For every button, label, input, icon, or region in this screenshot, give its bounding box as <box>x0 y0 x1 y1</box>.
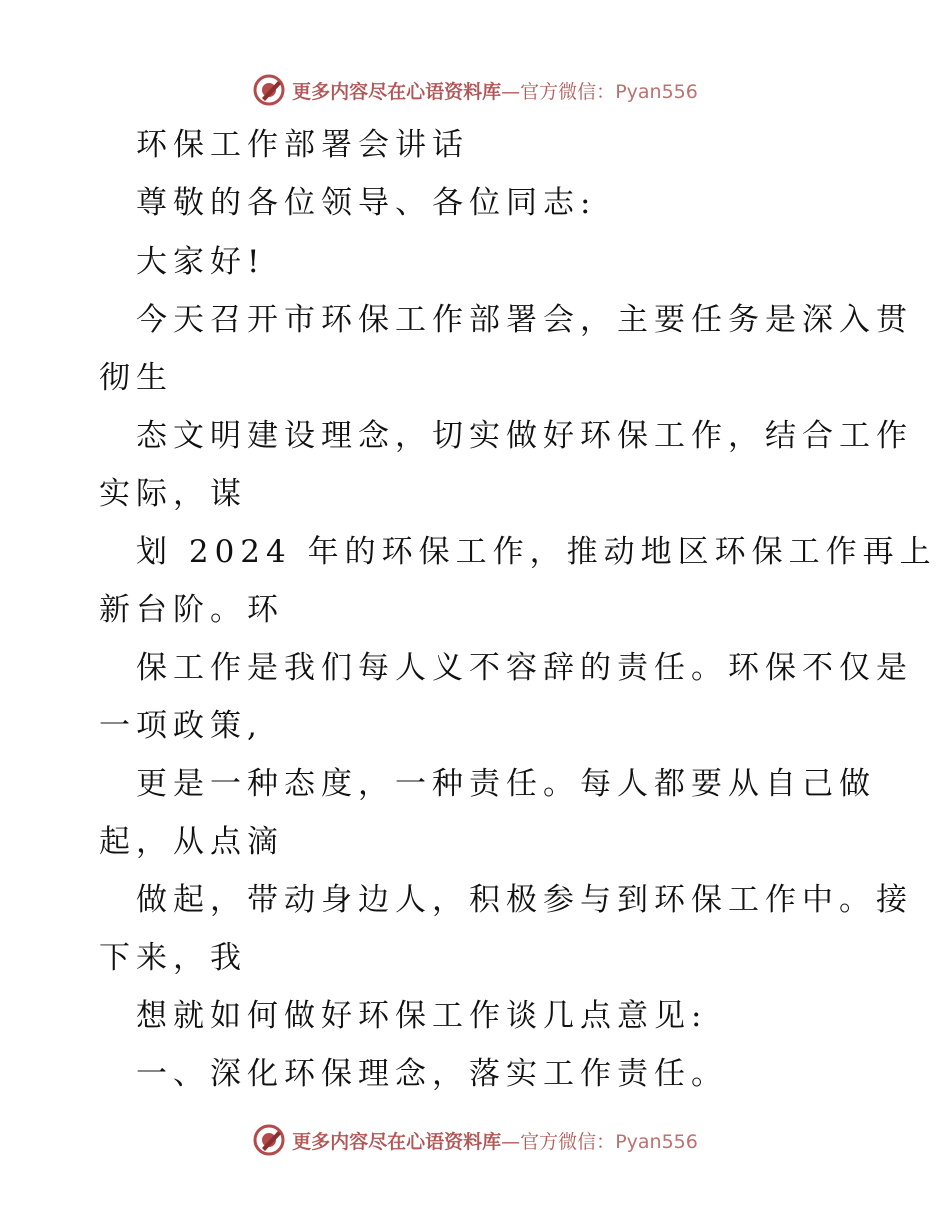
banner-wechat-id: Pyan556 <box>615 80 698 103</box>
pen-logo-icon <box>252 73 286 107</box>
paragraph-line: 划 2024 年的环保工作，推动地区环保工作再上 <box>136 534 937 570</box>
paragraph-line: 下来，我 <box>99 940 247 976</box>
paragraph-line: 保工作是我们每人义不容辞的责任。环保不仅是 <box>136 650 913 686</box>
banner-wechat-label: 官方微信： <box>520 80 616 103</box>
banner-text <box>292 1127 698 1154</box>
banner-dash: — <box>501 1130 521 1153</box>
paragraph-line: 做起，带动身边人，积极参与到环保工作中。接 <box>136 882 913 918</box>
paragraph-line: 实际，谋 <box>99 476 247 512</box>
paragraph-line: 想就如何做好环保工作谈几点意见: <box>136 998 708 1034</box>
header-banner <box>0 70 950 110</box>
paragraph-line: 新台阶。环 <box>99 592 284 628</box>
document-title: 环保工作部署会讲话 <box>136 127 469 163</box>
paragraph-line: 态文明建设理念，切实做好环保工作，结合工作 <box>136 418 913 454</box>
paragraph-line: 更是一种态度，一种责任。每人都要从自己做 <box>136 766 876 802</box>
paragraph-line: 起，从点滴 <box>99 824 284 860</box>
section-heading: 一、深化环保理念，落实工作责任。 <box>136 1056 728 1092</box>
salutation: 尊敬的各位领导、各位同志: <box>136 185 597 221</box>
paragraph-line: 彻生 <box>99 360 173 396</box>
greeting: 大家好! <box>136 244 266 280</box>
banner-dash: — <box>501 80 521 103</box>
pen-logo-icon <box>252 1123 286 1157</box>
footer-banner <box>0 1120 950 1160</box>
banner-site-name: 更多内容尽在心语资料库 <box>292 80 502 103</box>
banner-text <box>292 77 698 104</box>
paragraph-line: 一项政策, <box>99 708 263 744</box>
paragraph-line: 今天召开市环保工作部署会，主要任务是深入贯 <box>136 302 913 338</box>
banner-wechat-id: Pyan556 <box>615 1130 698 1153</box>
banner-site-name: 更多内容尽在心语资料库 <box>292 1130 502 1153</box>
banner-wechat-label: 官方微信： <box>520 1130 616 1153</box>
